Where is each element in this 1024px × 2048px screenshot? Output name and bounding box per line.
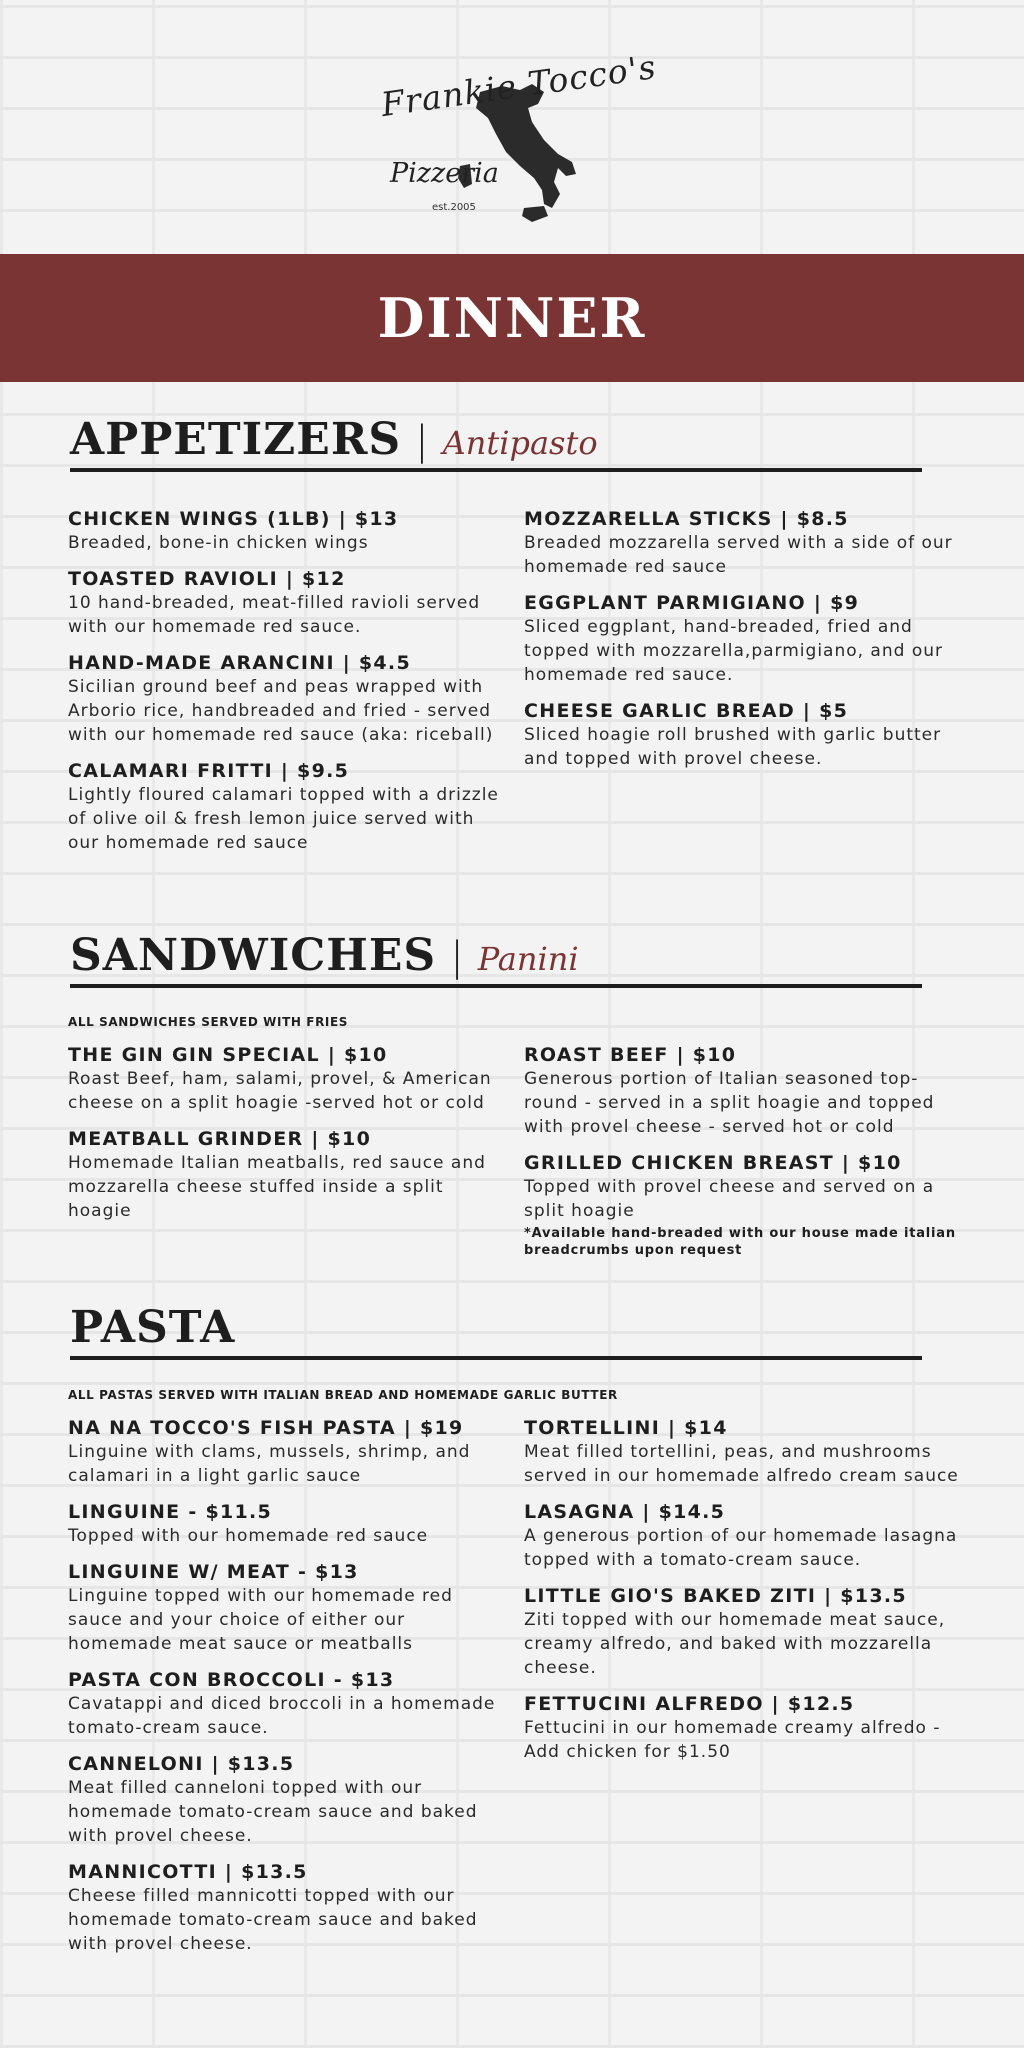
menu-item-description: Roast Beef, ham, salami, provel, & American cheese on a split hoagie -served hot or cold [68, 1069, 492, 1113]
pasta-right-column [524, 1416, 960, 1776]
menu-item-title: FETTUCINI ALFREDO | $12.5 [524, 1693, 855, 1715]
menu-item [68, 1860, 504, 1956]
menu-item-title: CHICKEN WINGS (1LB) | $13 [68, 508, 399, 530]
menu-item-description: Breaded, bone-in chicken wings [68, 533, 369, 553]
section-title: PASTA [70, 1302, 236, 1353]
menu-item [68, 1416, 504, 1488]
menu-item-title: EGGPLANT PARMIGIANO | $9 [524, 592, 860, 614]
menu-item-description: Sicilian ground beef and peas wrapped with Arborio rice, handbreaded and fried - served with our homemade red sauce (aka: riceball) [68, 677, 494, 745]
sandwiches-note: ALL SANDWICHES SERVED WITH FRIES [68, 1015, 349, 1029]
menu-item-title: GRILLED CHICKEN BREAST | $10 [524, 1152, 902, 1174]
menu-item-description: Cavatappi and diced broccoli in a homemade tomato-cream sauce. [68, 1694, 496, 1738]
menu-item-title: MANNICOTTI | $13.5 [68, 1861, 308, 1883]
menu-item-title: CANNELONI | $13.5 [68, 1753, 295, 1775]
menu-item-title: MEATBALL GRINDER | $10 [68, 1128, 372, 1150]
menu-item-description: Generous portion of Italian seasoned top-round - served in a split hoagie and topped with provel cheese - served hot or cold [524, 1069, 935, 1137]
menu-item-description: Sliced hoagie roll brushed with garlic butter and topped with provel cheese. [524, 725, 942, 769]
menu-item [68, 1500, 504, 1548]
menu-item-title: LINGUINE - $11.5 [68, 1501, 273, 1523]
menu-item-description: Fettucini in our homemade creamy alfredo - Add chicken for $1.50 [524, 1718, 941, 1762]
appetizers-header [70, 414, 922, 472]
menu-item-description: Ziti topped with our homemade meat sauce, creamy alfredo, and baked with mozzarella cheese. [524, 1610, 946, 1678]
menu-item-description: Linguine topped with our homemade red sauce and your choice of either our homemade meat sauce or meatballs [68, 1586, 453, 1654]
menu-item [524, 591, 960, 687]
menu-item [68, 1043, 504, 1115]
menu-item-title: THE GIN GIN SPECIAL | $10 [68, 1044, 388, 1066]
section-subtitle: Antipasto [442, 424, 598, 462]
menu-item-description: Breaded mozzarella served with a side of our homemade red sauce [524, 533, 953, 577]
dinner-banner [0, 254, 1024, 382]
pasta-note: ALL PASTAS SERVED WITH ITALIAN BREAD AND HOMEMADE GARLIC BUTTER [68, 1388, 618, 1402]
menu-item [524, 699, 960, 771]
menu-item-title: TOASTED RAVIOLI | $12 [68, 568, 346, 590]
menu-item-title: HAND-MADE ARANCINI | $4.5 [68, 652, 411, 674]
sandwiches-left-column [68, 1043, 504, 1235]
menu-item [524, 1692, 960, 1764]
logo-est: est.2005 [432, 202, 476, 213]
menu-item-title: LINGUINE W/ MEAT - $13 [68, 1561, 359, 1583]
menu-item-title: MOZZARELLA STICKS | $8.5 [524, 508, 849, 530]
section-subtitle: Panini [477, 940, 579, 978]
menu-item [524, 1584, 960, 1680]
pasta-left-column [68, 1416, 504, 1968]
section-separator: | [415, 418, 429, 464]
menu-item-description: 10 hand-breaded, meat-filled ravioli served with our homemade red sauce. [68, 593, 481, 637]
logo-name-bottom: Pizzeria [390, 158, 499, 189]
banner-title: DINNER [377, 286, 647, 350]
pasta-header [70, 1302, 922, 1360]
menu-item-description: Sliced eggplant, hand-breaded, fried and topped with mozzarella,parmigiano, and our homemade red sauce. [524, 617, 943, 685]
menu-item [68, 1127, 504, 1223]
menu-item [524, 507, 960, 579]
menu-item-title: LASAGNA | $14.5 [524, 1501, 726, 1523]
menu-item-title: TORTELLINI | $14 [524, 1417, 728, 1439]
menu-item-description: Lightly floured calamari topped with a drizzle of olive oil & fresh lemon juice served with our homemade red sauce [68, 785, 499, 853]
menu-item [68, 507, 504, 555]
menu-item [68, 651, 504, 747]
menu-item-description: Linguine with clams, mussels, shrimp, and calamari in a light garlic sauce [68, 1442, 471, 1486]
logo [370, 38, 659, 234]
section-separator: | [450, 934, 464, 980]
menu-item [68, 1560, 504, 1656]
menu-item [68, 1752, 504, 1848]
menu-item-description: Topped with our homemade red sauce [68, 1526, 429, 1546]
menu-item-description: Homemade Italian meatballs, red sauce and mozzarella cheese stuffed inside a split hoagie [68, 1153, 486, 1221]
menu-item [524, 1416, 960, 1488]
menu-item [524, 1151, 960, 1259]
menu-item-description: Meat filled tortellini, peas, and mushrooms served in our homemade alfredo cream sauce [524, 1442, 959, 1486]
sandwiches-header [70, 930, 922, 988]
section-title: APPETIZERS [70, 414, 402, 465]
menu-item [68, 567, 504, 639]
menu-item [524, 1043, 960, 1139]
menu-item [524, 1500, 960, 1572]
appetizers-left-column [68, 507, 504, 867]
menu-item-description: Meat filled canneloni topped with our homemade tomato-cream sauce and baked with provel cheese. [68, 1778, 478, 1846]
menu-item-title: CALAMARI FRITTI | $9.5 [68, 760, 350, 782]
menu-item-title: LITTLE GIO'S BAKED ZITI | $13.5 [524, 1585, 907, 1607]
appetizers-right-column [524, 507, 960, 783]
section-title: SANDWICHES [70, 930, 437, 981]
logo-name-top: Frankie Tocco's [378, 46, 659, 125]
menu-item-description: Cheese filled mannicotti topped with our homemade tomato-cream sauce and baked with provel cheese. [68, 1886, 478, 1954]
menu-item-title: PASTA CON BROCCOLI - $13 [68, 1669, 395, 1691]
menu-item-title: NA NA TOCCO'S FISH PASTA | $19 [68, 1417, 464, 1439]
menu-item [68, 1668, 504, 1740]
menu-item-note: *Available hand-breaded with our house made italian breadcrumbs upon request [524, 1226, 956, 1258]
menu-item-description: A generous portion of our homemade lasagna topped with a tomato-cream sauce. [524, 1526, 958, 1570]
menu-item-description: Topped with provel cheese and served on a split hoagie [524, 1177, 935, 1221]
sandwiches-right-column [524, 1043, 960, 1271]
menu-item-title: ROAST BEEF | $10 [524, 1044, 737, 1066]
menu-item-title: CHEESE GARLIC BREAD | $5 [524, 700, 849, 722]
menu-item [68, 759, 504, 855]
